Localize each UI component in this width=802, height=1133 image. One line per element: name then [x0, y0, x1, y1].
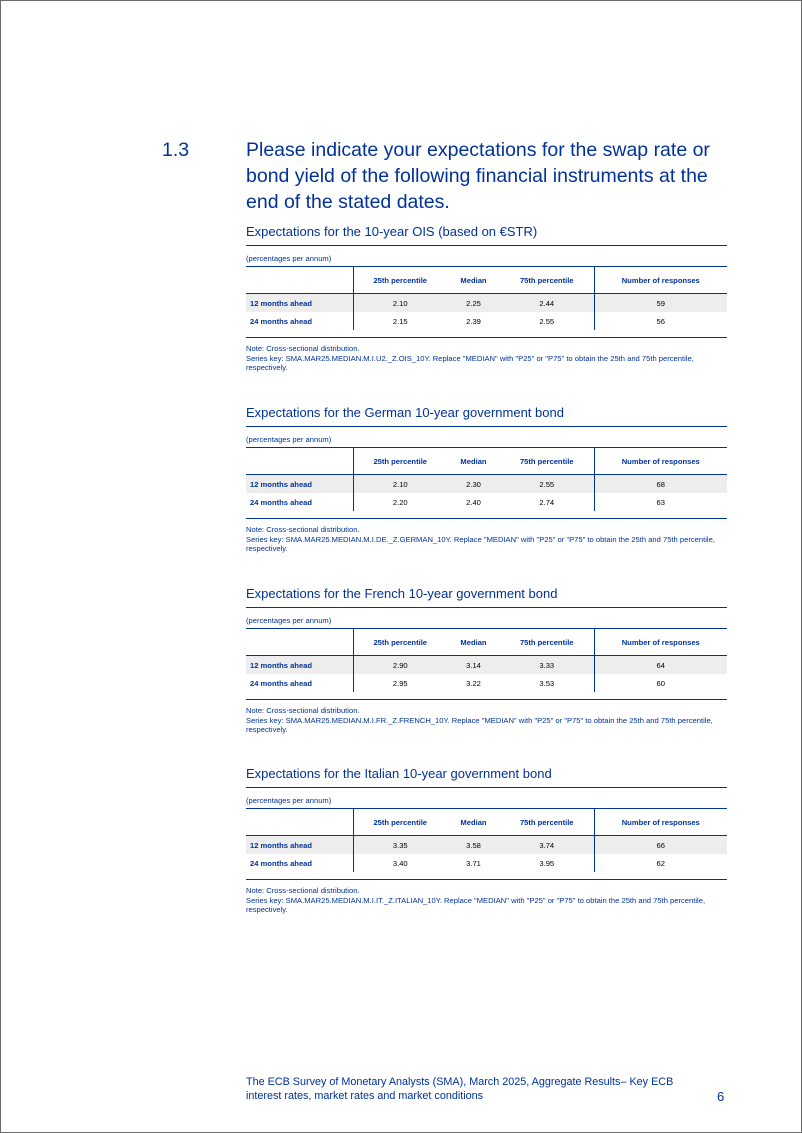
table-notes — [246, 886, 727, 915]
column-header-responses: Number of responses — [594, 448, 727, 475]
column-header-p75: 75th percentile — [500, 448, 594, 475]
table-notes — [246, 344, 727, 373]
row-label: 12 months ahead — [246, 656, 353, 675]
row-label-header — [246, 267, 353, 294]
note-text: Note: Cross-sectional distribution. — [246, 344, 360, 353]
row-label: 12 months ahead — [246, 836, 353, 855]
row-label-header — [246, 809, 353, 836]
cell-median: 3.22 — [466, 678, 481, 688]
cell-median: 3.58 — [447, 836, 500, 855]
column-header-responses: Number of responses — [594, 267, 727, 294]
data-table — [246, 808, 727, 872]
table-row — [246, 475, 727, 494]
column-header-p25: 25th percentile — [353, 267, 447, 294]
cell-p25: 2.10 — [353, 294, 447, 313]
table-row — [246, 493, 727, 511]
expectations-block-german — [246, 405, 727, 554]
column-header-p75: 75th percentile — [500, 267, 594, 294]
table-header-row — [246, 448, 727, 475]
series-key-text: Series key: SMA.MAR25.MEDIAN.M.I.U2._Z.OIS_10Y. Replace "MEDIAN" with "P25" or "P75" to obtain the 25th and 75th percentile, respectively. — [246, 353, 694, 372]
cell-p25: 2.90 — [353, 656, 447, 675]
row-label-header — [246, 629, 353, 656]
table-row — [246, 674, 727, 692]
table-bottom-rule — [246, 692, 727, 700]
table-row — [246, 836, 727, 855]
cell-responses: 63 — [594, 493, 727, 511]
expectations-block-french — [246, 586, 727, 735]
series-key-text: Series key: SMA.MAR25.MEDIAN.M.I.FR._Z.FRENCH_10Y. Replace "MEDIAN" with "P25" or "P75" to obtain the 25th and 75th percentile, respectively. — [246, 715, 713, 734]
note-text: Note: Cross-sectional distribution. — [246, 525, 360, 534]
units-label: (percentages per annum) — [246, 796, 332, 805]
footer-text: The ECB Survey of Monetary Analysts (SMA), March 2025, Aggregate Results– Key ECB interest rates, market rates and market conditions — [246, 1076, 674, 1102]
cell-responses: 56 — [594, 312, 727, 330]
cell-p75: 3.53 — [539, 678, 555, 688]
column-header-median: Median — [447, 448, 500, 475]
column-header-p25: 25th percentile — [353, 629, 447, 656]
table-row — [246, 854, 727, 872]
row-label: 24 months ahead — [250, 678, 313, 688]
table-header-row — [246, 809, 727, 836]
column-header-median: Median — [447, 809, 500, 836]
block-title: Expectations for the 10-year OIS (based on €STR) — [246, 224, 727, 246]
column-header-median: Median — [447, 267, 500, 294]
cell-p75: 2.74 — [539, 497, 555, 507]
cell-median: 2.40 — [466, 497, 481, 507]
cell-p25: 2.10 — [353, 475, 447, 494]
table-bottom-rule — [246, 330, 727, 338]
block-title: Expectations for the Italian 10-year government bond — [246, 766, 727, 788]
cell-p25: 3.40 — [353, 854, 447, 872]
block-title: Expectations for the French 10-year government bond — [246, 586, 727, 608]
cell-p25: 2.15 — [353, 312, 447, 330]
page-number: 6 — [717, 1089, 725, 1104]
row-label-header — [246, 448, 353, 475]
table-header-row — [246, 629, 727, 656]
cell-responses: 60 — [594, 674, 727, 692]
cell-p25: 3.35 — [353, 836, 447, 855]
units-label: (percentages per annum) — [246, 254, 332, 263]
cell-responses: 66 — [594, 836, 727, 855]
table-bottom-rule — [246, 511, 727, 519]
table-row — [246, 312, 727, 330]
cell-p25: 2.20 — [353, 493, 447, 511]
column-header-responses: Number of responses — [594, 809, 727, 836]
row-label: 24 months ahead — [250, 858, 313, 868]
cell-responses: 62 — [594, 854, 727, 872]
column-header-median: Median — [447, 629, 500, 656]
data-table — [246, 266, 727, 330]
column-header-responses: Number of responses — [594, 629, 727, 656]
expectations-block-ois — [246, 224, 727, 373]
table-notes — [246, 706, 727, 735]
cell-p75: 2.55 — [500, 475, 594, 494]
cell-median: 3.14 — [447, 656, 500, 675]
note-text: Note: Cross-sectional distribution. — [246, 886, 360, 895]
cell-responses: 68 — [594, 475, 727, 494]
column-header-p75: 75th percentile — [500, 809, 594, 836]
row-label: 24 months ahead — [250, 497, 313, 507]
series-key-text: Series key: SMA.MAR25.MEDIAN.M.I.DE._Z.GERMAN_10Y. Replace "MEDIAN" with "P25" or "P75" to obtain the 25th and 75th percentile, respectively. — [246, 534, 715, 553]
column-header-p25: 25th percentile — [353, 448, 447, 475]
data-table — [246, 628, 727, 692]
column-header-p25: 25th percentile — [353, 809, 447, 836]
block-title: Expectations for the German 10-year government bond — [246, 405, 727, 427]
cell-p75: 2.44 — [500, 294, 594, 313]
row-label: 12 months ahead — [246, 294, 353, 313]
row-label: 12 months ahead — [246, 475, 353, 494]
row-label: 24 months ahead — [250, 316, 313, 326]
note-text: Note: Cross-sectional distribution. — [246, 706, 360, 715]
series-key-text: Series key: SMA.MAR25.MEDIAN.M.I.IT._Z.ITALIAN_10Y. Replace "MEDIAN" with "P25" or "P75" to obtain the 25th and 75th percentile, respectively. — [246, 895, 706, 914]
cell-p75: 2.55 — [539, 316, 555, 326]
column-header-p75: 75th percentile — [500, 629, 594, 656]
section-number: 1.3 — [162, 139, 190, 161]
table-notes — [246, 525, 727, 554]
cell-p75: 3.95 — [539, 858, 555, 868]
cell-responses: 64 — [594, 656, 727, 675]
data-table — [246, 447, 727, 511]
table-bottom-rule — [246, 872, 727, 880]
table-row — [246, 656, 727, 675]
cell-median: 2.25 — [447, 294, 500, 313]
table-header-row — [246, 267, 727, 294]
cell-p75: 3.74 — [500, 836, 594, 855]
cell-median: 3.71 — [466, 858, 481, 868]
units-label: (percentages per annum) — [246, 616, 332, 625]
expectations-block-italian — [246, 766, 727, 915]
cell-p25: 2.95 — [353, 674, 447, 692]
question-text: Please indicate your expectations for the swap rate or bond yield of the following financial instruments at the end of the stated dates. — [246, 139, 710, 213]
table-row — [246, 294, 727, 313]
units-label: (percentages per annum) — [246, 435, 332, 444]
cell-p75: 3.33 — [500, 656, 594, 675]
cell-median: 2.30 — [447, 475, 500, 494]
cell-median: 2.39 — [466, 316, 481, 326]
cell-responses: 59 — [594, 294, 727, 313]
